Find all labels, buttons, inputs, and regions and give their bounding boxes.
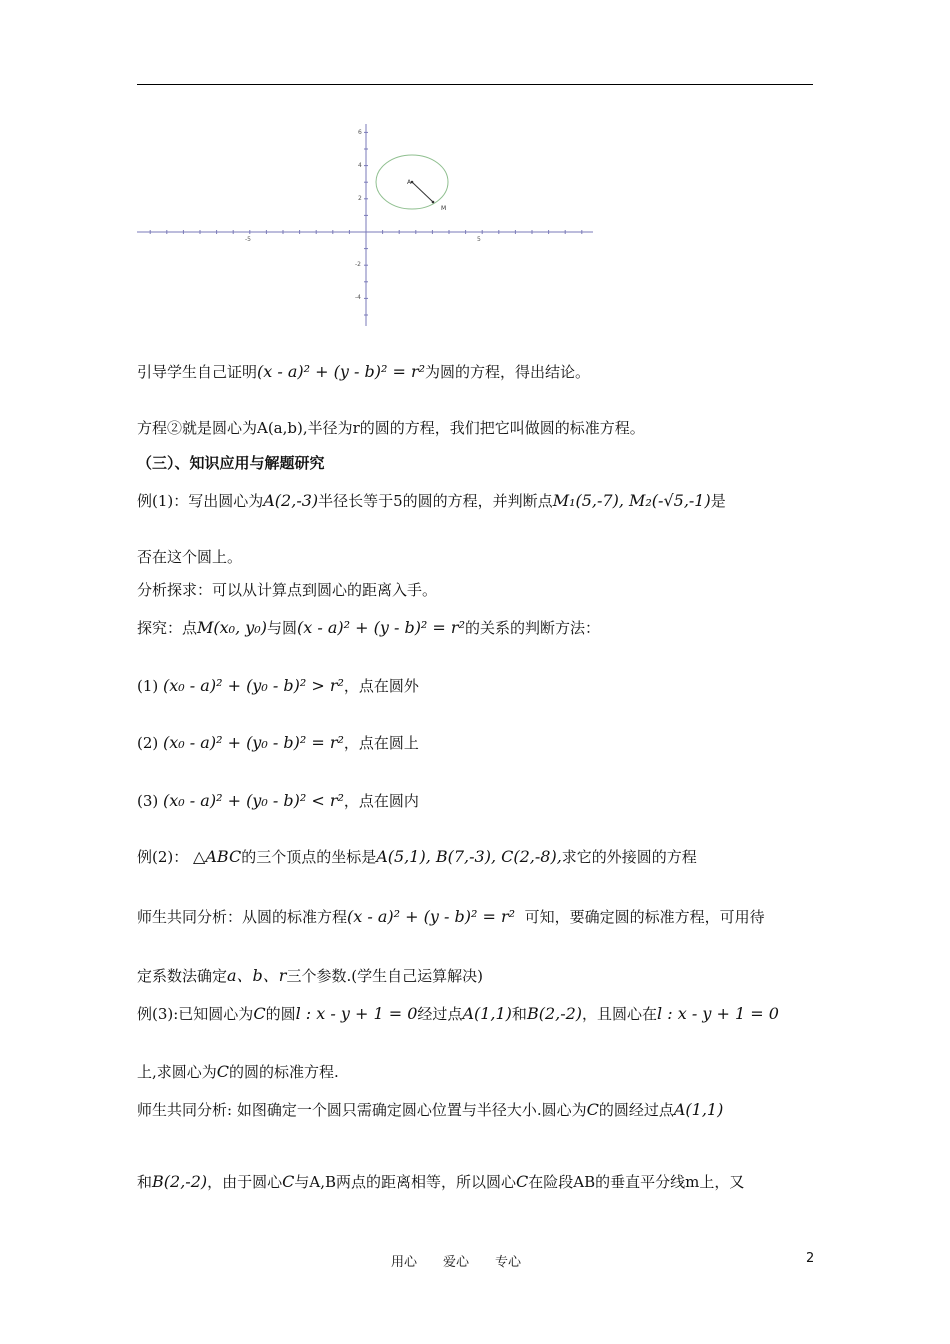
- math-span: (x₀ - a)² + (y₀ - b)² = r²: [163, 733, 344, 752]
- header-rule: [137, 84, 813, 85]
- text-span: 半径长等于5的圆的方程，并判断点: [318, 492, 553, 510]
- math-span: C: [282, 1172, 295, 1191]
- text-span: 可知，要确定圆的标准方程，可用待: [524, 908, 765, 926]
- math-span: a、b、r: [227, 966, 287, 985]
- math-span: C: [253, 1004, 266, 1023]
- coordinate-graph: [137, 118, 599, 330]
- example-1-cont: 否在这个圆上。: [137, 548, 243, 566]
- point-m-label: M: [441, 205, 447, 212]
- text-span: 的圆经过点: [598, 1101, 674, 1119]
- discussion-line: [137, 907, 765, 927]
- explore-line: [137, 618, 600, 638]
- text-span: ，由于圆心: [207, 1173, 283, 1191]
- y-tick-label: 2: [358, 195, 362, 202]
- text-span: ，点在圆上: [343, 734, 419, 752]
- example-2: [137, 847, 697, 867]
- case-1: [137, 676, 419, 696]
- example-3: [137, 1004, 779, 1024]
- math-span: B(2,-2): [152, 1172, 208, 1191]
- equation: (x - a)² + (y - b)² = r²: [257, 362, 426, 381]
- math-span: C: [586, 1100, 599, 1119]
- text-span: 例(2)：: [137, 848, 189, 866]
- x-tick-label: -5: [245, 236, 251, 243]
- math-span: l : x - y + 1 = 0: [295, 1004, 418, 1023]
- section-heading: （三）、知识应用与解题研究: [137, 454, 325, 472]
- y-tick-label: 6: [358, 129, 362, 136]
- math-span: C: [516, 1172, 529, 1191]
- text-span: 和: [511, 1005, 527, 1023]
- text-span: 师生共同分析：从圆的标准方程: [137, 908, 348, 926]
- text-span: 定系数法确定: [137, 967, 228, 985]
- axes: [137, 124, 593, 326]
- math-span: A(2,-3): [263, 491, 319, 510]
- math-span: B(2,-2): [526, 1004, 583, 1023]
- case-2: [137, 733, 419, 753]
- math-span: A(5,1), B(7,-3), C(2,-8),: [376, 847, 562, 866]
- y-tick-label: -2: [355, 261, 361, 268]
- math-span: △ABC: [193, 847, 242, 866]
- page-number: 2: [806, 1251, 815, 1266]
- math-span: (x - a)² + (y - b)² = r²: [296, 618, 465, 637]
- text-span: 求它的外接圆的方程: [561, 848, 697, 866]
- text-span: 的三个顶点的坐标是: [241, 848, 377, 866]
- math-span: (x₀ - a)² + (y₀ - b)² > r²: [163, 676, 344, 695]
- analysis-line: 分析探求：可以从计算点到圆心的距离入手。: [137, 581, 438, 599]
- math-span: C: [216, 1062, 230, 1081]
- text-span: 探究：点: [137, 619, 198, 637]
- footer-motto: 用心 爱心 专心: [391, 1255, 522, 1270]
- text-span: 上,求圆心为: [137, 1063, 217, 1081]
- text-span: 经过点: [417, 1005, 463, 1023]
- math-span: M₁(5,-7), M₂(-√5,-1): [552, 491, 711, 510]
- point-a-label: A: [407, 179, 412, 186]
- text-span: 师生共同分析: 如图确定一个圆只需确定圆心位置与半径大小.圆心为: [137, 1101, 587, 1119]
- standard-equation-line: 方程②就是圆心为A(a,b),半径为r的圆的方程，我们把它叫做圆的标准方程。: [137, 419, 645, 437]
- text-span: 三个参数.(学生自己运算解决): [286, 967, 483, 985]
- example-3-cont: [137, 1062, 339, 1082]
- case-3: [137, 791, 419, 811]
- case-number: (3): [137, 792, 159, 810]
- y-tick-label: 4: [358, 162, 362, 169]
- analysis-3: [137, 1100, 723, 1120]
- math-span: l : x - y + 1 = 0: [657, 1004, 779, 1023]
- proof-line: [137, 362, 590, 382]
- math-span: (x - a)² + (y - b)² = r²: [347, 907, 516, 926]
- text-span: 与圆: [266, 619, 297, 637]
- text-span: 例(1)：写出圆心为: [137, 492, 264, 510]
- case-number: (2): [137, 734, 159, 752]
- text-span: 与A,B两点的距离相等，所以圆心: [294, 1173, 516, 1191]
- text-span: 的圆: [265, 1005, 296, 1023]
- math-span: M(x₀, y₀): [197, 618, 267, 637]
- text-span: 的关系的判断方法：: [464, 619, 600, 637]
- text-span: 例(3):已知圆心为: [137, 1005, 254, 1023]
- text-span: ，点在圆内: [343, 792, 419, 810]
- example-1: [137, 491, 726, 511]
- text-span: 的圆的标准方程.: [229, 1063, 339, 1081]
- text-span: 在险段AB的垂直平分线m上，又: [528, 1173, 745, 1191]
- math-span: A(1,1): [673, 1100, 724, 1119]
- math-span: (x₀ - a)² + (y₀ - b)² < r²: [163, 791, 344, 810]
- text-span: 引导学生自己证明: [137, 363, 258, 381]
- radius-segment: [412, 182, 433, 202]
- text-span: ，且圆心在: [582, 1005, 658, 1023]
- y-tick-label: -4: [355, 294, 361, 301]
- text-span: 和: [137, 1173, 153, 1191]
- text-span: 为圆的方程，得出结论。: [425, 363, 591, 381]
- x-tick-label: 5: [477, 236, 481, 243]
- discussion-line-2: [137, 966, 483, 986]
- point-m: [432, 201, 435, 204]
- case-number: (1): [137, 677, 159, 695]
- text-span: 是: [710, 492, 726, 510]
- analysis-3-cont: [137, 1172, 744, 1192]
- text-span: ，点在圆外: [343, 677, 419, 695]
- math-span: A(1,1): [462, 1004, 512, 1023]
